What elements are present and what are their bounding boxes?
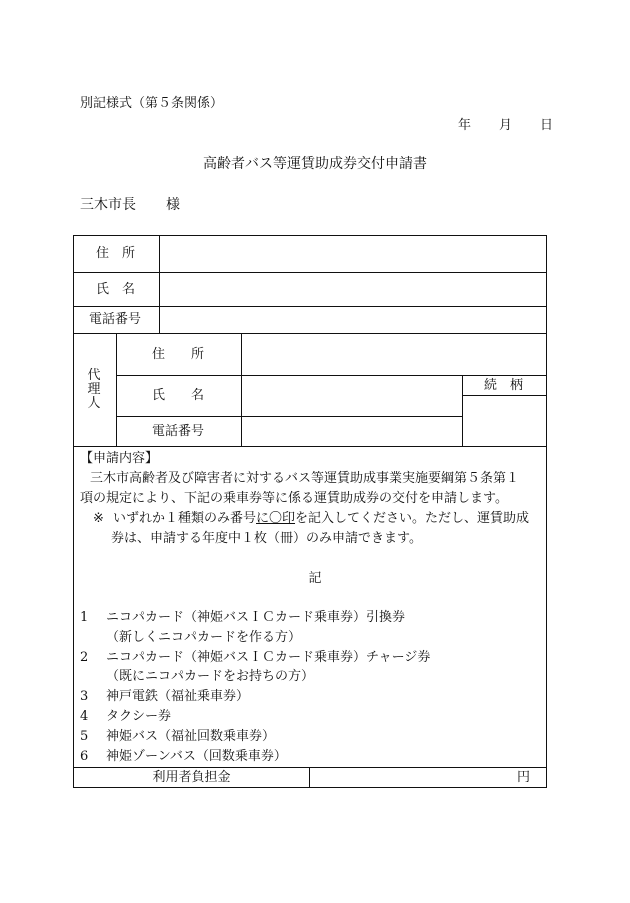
row-divider xyxy=(462,375,547,376)
date-year-label: 年 xyxy=(458,118,472,133)
user-fee-label: 利用者負担金 xyxy=(152,770,231,785)
row-divider xyxy=(73,333,547,334)
column-divider xyxy=(159,235,160,333)
addressee-name: 三木市長 xyxy=(80,197,136,213)
list-item-note: （新しくニコパカードを作る方） xyxy=(106,630,302,645)
list-item: ニコパカード（神姫バスＩＣカード乗車券）引換券 xyxy=(106,610,406,625)
application-text-line: 項の規定により、下記の乗車券等に係る運賃助成券の交付を申請します。 xyxy=(80,491,508,506)
agent-address-label: 住 所 xyxy=(152,347,205,362)
agent-relationship-label: 続 柄 xyxy=(484,378,524,393)
addressee-honorific: 様 xyxy=(166,197,180,213)
addressee xyxy=(80,198,180,212)
column-divider xyxy=(116,333,117,446)
document-title: 高齢者バス等運賃助成券交付申請書 xyxy=(203,156,427,172)
agent-label xyxy=(87,369,101,411)
application-text-line: 三木市高齢者及び障害者に対するバス等運賃助成事業実施要綱第５条第１ xyxy=(90,471,520,486)
row-divider xyxy=(73,306,547,307)
column-divider xyxy=(241,333,242,446)
date-month-label: 月 xyxy=(499,118,513,133)
applicant-name-label: 氏 名 xyxy=(96,282,136,297)
row-divider xyxy=(462,395,547,396)
list-item: 神戸電鉄（福祉乗車券） xyxy=(106,689,250,704)
agent-phone-label: 電話番号 xyxy=(152,424,205,439)
user-fee-unit: 円 xyxy=(517,770,531,785)
list-item-note: （既にニコパカードをお持ちの方） xyxy=(106,669,315,684)
column-divider xyxy=(309,767,310,788)
note-line: 券は、申請する年度中１枚（冊）のみ申請できます。 xyxy=(111,531,422,546)
note-mark: ※ xyxy=(93,511,104,526)
applicant-address-label: 住 所 xyxy=(96,246,136,261)
note-text: を記入してください。ただし、運賃助成 xyxy=(295,511,530,526)
ki-heading: 記 xyxy=(308,571,322,586)
agent-label-char: 代 xyxy=(87,368,101,383)
agent-label-char: 人 xyxy=(87,396,101,411)
list-item-number[interactable]: 1 xyxy=(80,610,89,625)
list-item-number[interactable]: 5 xyxy=(80,729,89,744)
column-divider xyxy=(462,375,463,446)
row-divider xyxy=(73,446,547,447)
list-item: 神姫ゾーンバス（回数乗車券） xyxy=(106,749,287,764)
date-day-label: 日 xyxy=(540,118,554,133)
note-underlined-text: に〇印 xyxy=(256,511,296,526)
agent-name-label: 氏 名 xyxy=(152,388,205,403)
list-item: 神姫バス（福祉回数乗車券） xyxy=(106,729,276,744)
note-line xyxy=(113,512,529,525)
list-item: ニコパカード（神姫バスＩＣカード乗車券）チャージ券 xyxy=(106,650,431,665)
form-reference: 別記様式（第５条関係） xyxy=(80,96,224,111)
row-divider xyxy=(116,416,462,417)
section-title: 【申請内容】 xyxy=(80,451,159,466)
row-divider xyxy=(116,375,462,376)
row-divider xyxy=(73,767,547,768)
list-item: タクシー券 xyxy=(106,709,172,724)
list-item-number[interactable]: 2 xyxy=(80,650,89,665)
applicant-phone-label: 電話番号 xyxy=(89,312,142,327)
list-item-number[interactable]: 3 xyxy=(80,689,89,704)
note-text: いずれか１種類のみ番号 xyxy=(113,511,257,526)
agent-label-char: 理 xyxy=(87,382,101,397)
row-divider xyxy=(73,272,547,273)
list-item-number[interactable]: 4 xyxy=(80,709,89,724)
list-item-number[interactable]: 6 xyxy=(80,749,89,764)
